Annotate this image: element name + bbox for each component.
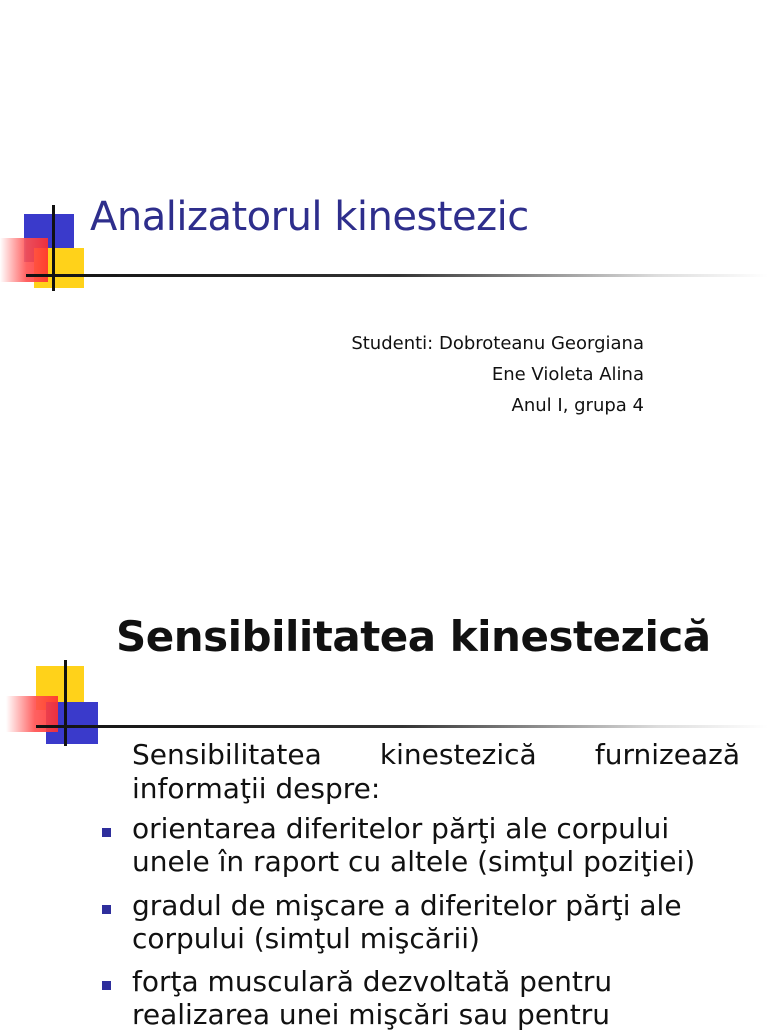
list-item xyxy=(102,889,742,955)
list-item-line: gradul de mişcare a diferitelor părţi ale xyxy=(132,889,682,922)
list-item xyxy=(102,812,742,878)
slide-title: Sensibilitatea kinestezică xyxy=(116,612,711,661)
bullet-square-icon xyxy=(102,828,111,837)
author-line: Ene Violeta Alina xyxy=(491,364,644,385)
intro-paragraph xyxy=(132,738,740,806)
list-item-line: realizarea unei mişcări sau pentru xyxy=(132,998,611,1031)
intro-word: Sensibilitatea xyxy=(132,738,322,771)
intro-word: kinestezică xyxy=(379,738,537,771)
bullet-square-icon xyxy=(102,981,111,990)
slide-1 xyxy=(0,0,768,512)
intro-line: informaţii despre: xyxy=(132,772,381,805)
list-item xyxy=(102,965,742,1031)
slide-2 xyxy=(0,512,768,1031)
author-line: Studenti: Dobroteanu Georgiana xyxy=(351,333,644,354)
slide-title: Analizatorul kinestezic xyxy=(90,194,529,240)
list-item-line: corpului (simţul mişcării) xyxy=(132,922,480,955)
author-line: Anul I, grupa 4 xyxy=(511,395,644,416)
list-item-line: forţa musculară dezvoltată pentru xyxy=(132,965,613,998)
intro-word: furnizează xyxy=(594,738,740,771)
list-item-line: unele în raport cu altele (simţul poziţiei) xyxy=(132,845,696,878)
bullet-square-icon xyxy=(102,905,111,914)
list-item-line: orientarea diferitelor părţi ale corpului xyxy=(132,812,670,845)
